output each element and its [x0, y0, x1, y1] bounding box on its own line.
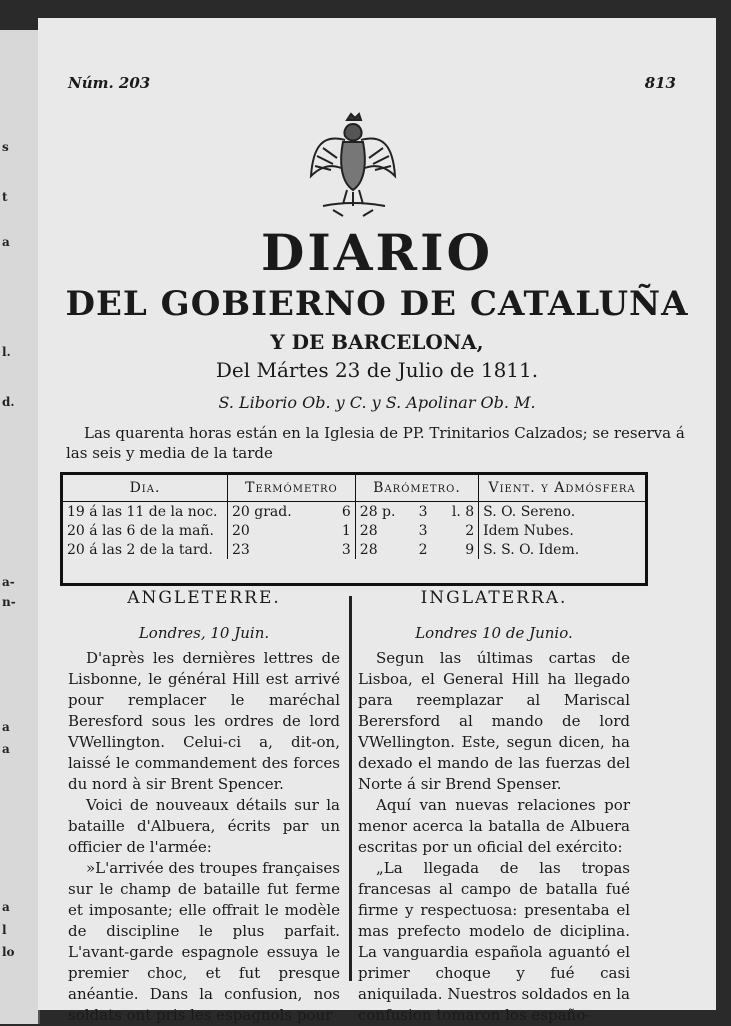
left-page-mark: l — [2, 923, 7, 937]
page-number: 813 — [644, 74, 676, 92]
left-page-edge — [0, 30, 40, 1024]
weather-row — [63, 540, 645, 559]
left-page-mark: t — [2, 190, 8, 204]
french-paragraph: »L'arrivée des troupes françaises sur le champ de bataille fut ferme et imposante; elle offrait le modèle de discipline le plus parfait. L'avant-garde espagnole essuya le premier choc, et fut presque anéantie. Dans la confusion, nos soldats ont pris les espagnols pour — [68, 859, 340, 1024]
spanish-paragraph: Aquí van nuevas relaciones por menor acerca la batalla de Albuera escritas por un oficial del exército: — [358, 796, 630, 856]
newspaper-subtitle: DEL GOBIERNO DE CATALUÑA — [65, 284, 689, 324]
issue-number: Núm. 203 — [68, 74, 151, 92]
spanish-paragraph: Segun las últimas cartas de Lisboa, el General Hill ha llegado para reemplazar al Mariscal Berersford al mando de lord VWellington. Este, segun dicen, ha dexado el mando de las fuerzas del Norte á sir Brend Spenser. — [358, 649, 630, 793]
weather-bar2: 2 — [418, 541, 428, 558]
weather-header-viento: Vient. y Admósfera — [479, 475, 645, 502]
weather-grad-num: 3 — [329, 540, 355, 559]
weather-bar: 28 — [359, 522, 378, 539]
column-divider — [349, 596, 352, 981]
weather-dia: 20 á las 6 de la mañ. — [63, 521, 228, 540]
french-dateline: Londres, 10 Juin. — [138, 624, 270, 642]
left-page-mark: d. — [2, 395, 15, 409]
weather-row — [63, 502, 645, 522]
left-page-mark: lo — [2, 945, 15, 959]
saints-of-day: S. Liborio Ob. y C. y S. Apolinar Ob. M. — [218, 393, 536, 412]
weather-table — [60, 472, 648, 586]
french-paragraph: Voici de nouveaux détails sur la bataille d'Albuera, écrits par un officier de l'armée: — [68, 796, 340, 856]
left-page-mark: n- — [2, 595, 16, 609]
eagle-emblem-icon — [303, 106, 403, 218]
newspaper-page — [38, 18, 716, 1024]
weather-bar3: l. 8 — [437, 502, 478, 522]
left-page-mark: l. — [2, 345, 11, 359]
spanish-column — [358, 588, 630, 1026]
french-paragraph: D'après les dernières lettres de Lisbonne, le général Hill est arrivé pour remplacer le maréchal Beresford sous les ordres de lord VWellington. Celui-ci a, dit-on, laissé le commandement des forces du nord à sir Brent Spencer. — [68, 649, 340, 793]
weather-grad: 20 grad. — [232, 503, 292, 520]
issue-date: Del Mártes 23 de Julio de 1811. — [215, 358, 539, 382]
weather-viento: S. S. O. Idem. — [483, 541, 580, 558]
left-page-mark: a — [2, 900, 10, 914]
left-page-mark: a- — [2, 575, 15, 589]
weather-bar3: 2 — [437, 521, 478, 540]
weather-dia: 19 á las 11 de la noc. — [63, 502, 228, 522]
spanish-dateline: Londres 10 de Junio. — [415, 624, 573, 642]
weather-grad: 20 — [232, 522, 250, 539]
weather-grad-num: 6 — [329, 502, 355, 522]
weather-header-barometro: Barómetro. — [355, 475, 478, 502]
newspaper-subtitle-2: Y DE BARCELONA, — [270, 330, 484, 354]
spanish-paragraph: „La llegada de las tropas francesas al campo de batalla fué firme y respectuosa: presentaba el mas prefecto modelo de diciplina. La vanguardia española aguantó el primer choque y fué casi aniquilada. Nuestros soldados en la confusion tomaron los españo- — [358, 859, 630, 1024]
weather-grad: 23 — [232, 541, 250, 558]
church-notice: Las quarenta horas están en la Iglesia de PP. Trinitarios Calzados; se reserva á las seis y media de la tarde — [66, 424, 685, 462]
weather-bar: 28 p. — [359, 503, 396, 520]
weather-bar3: 9 — [437, 540, 478, 559]
weather-header-termometro: Termómetro — [228, 475, 356, 502]
weather-row — [63, 521, 645, 540]
weather-bar2: 3 — [418, 503, 428, 520]
spanish-column-heading: INGLATERRA. — [420, 588, 568, 608]
left-page-mark: a — [2, 235, 10, 249]
newspaper-title: DIARIO — [260, 223, 494, 282]
weather-grad-num: 1 — [329, 521, 355, 540]
french-column-heading: ANGLETERRE. — [127, 588, 281, 608]
left-page-mark: a — [2, 742, 10, 756]
weather-viento: S. O. Sereno. — [483, 503, 576, 520]
weather-header-dia: Dia. — [63, 475, 228, 502]
left-page-mark: a — [2, 720, 10, 734]
left-page-mark: s — [2, 140, 9, 154]
weather-viento: Idem Nubes. — [483, 522, 574, 539]
weather-bar: 28 — [359, 541, 378, 558]
french-column — [68, 588, 340, 1026]
weather-bar2: 3 — [418, 522, 428, 539]
weather-dia: 20 á las 2 de la tard. — [63, 540, 228, 559]
